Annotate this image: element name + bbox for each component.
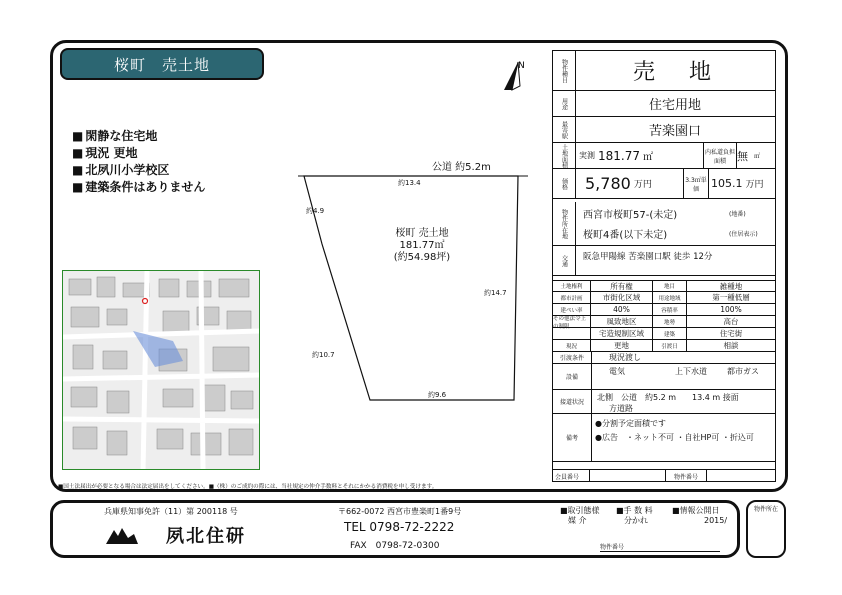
detail-row (553, 328, 775, 340)
detail-label: 容積率 (653, 304, 687, 315)
sheet-row-transport (553, 246, 775, 276)
private-road-unit: ㎡ (754, 153, 761, 160)
remark-item: ●広告 ・ネット不可 ・自社HP可 ・折込可 (595, 433, 754, 442)
publish-label: ■情報公開日 (672, 506, 720, 515)
sheet-row-remarks (553, 414, 775, 462)
property-number-label: 物件番号 (665, 470, 707, 482)
member-number-label: 会員番号 (555, 470, 590, 482)
fee-label: ■手 数 料 (616, 506, 653, 515)
detail-value: 100% (720, 305, 742, 314)
sheet-row-area (553, 143, 775, 169)
price-value: 5,780 (585, 174, 631, 193)
price-cell (585, 169, 685, 198)
road-access-label: 接道状況 (553, 390, 592, 413)
lot-info (378, 228, 466, 264)
area-value: 181.77 (598, 148, 640, 163)
type-label: 物件種目 (553, 51, 576, 90)
detail-value: 宅造規制区域 (591, 328, 653, 339)
side-top-label: 約13.4 (398, 179, 421, 187)
detail-label: 現況 (553, 340, 591, 351)
unit-price-cell (711, 169, 777, 198)
price-label: 価格 (553, 169, 576, 198)
detail-label: 建築 (653, 328, 687, 339)
use-value: 住宅用地 (648, 98, 701, 113)
address-value: 西宮市桜町57-(未定) (583, 210, 678, 221)
company-name: 夙北住研 (166, 526, 246, 547)
lot-plan (296, 152, 536, 412)
detail-row (553, 340, 775, 352)
detail-value: 雑種地 (719, 281, 743, 291)
area-unit: ㎡ (643, 152, 653, 163)
north-arrow-icon (498, 56, 528, 96)
unit-price-unit: 万円 (745, 180, 764, 190)
detail-label: 都市計画 (553, 292, 591, 303)
lot-area: 181.77㎡ (399, 240, 445, 251)
sheet-row-numbers (553, 469, 775, 482)
handover-label: 引渡条件 (553, 352, 592, 363)
page-title: 桜町 売土地 (60, 48, 264, 80)
sheet-row-type (553, 51, 775, 91)
address2-value: 桜町4番(以下未定) (583, 230, 668, 241)
lot-area-tsubo: (約54.98坪) (393, 252, 451, 263)
license-text: 兵庫県知事免許（11）第 200118 号 (104, 507, 238, 516)
area-prefix: 実測 (579, 151, 595, 160)
stamp-label: 物件所在 (753, 506, 778, 513)
facility-label: 設備 (553, 364, 592, 389)
detail-value: 高台 (723, 317, 739, 326)
facility-water: 上下水道 (675, 367, 707, 376)
address-label: 物件所在地 (553, 202, 576, 245)
feature-item: ■ 閑静な住宅地 (72, 128, 205, 145)
feature-item: ■ 北夙川小学校区 (72, 162, 205, 179)
feature-item: ■ 現況 更地 (72, 145, 205, 162)
detail-value: 所有権 (591, 281, 653, 291)
sheet-row-address (553, 202, 775, 246)
detail-value: 更地 (591, 340, 653, 351)
private-road-value: 無 (737, 149, 748, 163)
remark-item: ●分割予定面積です (595, 419, 666, 428)
unit-price-label: 3.3㎡単価 (683, 169, 709, 198)
area-label: 土地面積 (553, 143, 576, 168)
footer-property-number: 物件番号 (600, 542, 720, 552)
address2-note: (住居表示) (729, 231, 758, 238)
fee-value: 分かれ (624, 516, 648, 525)
fax-number: FAX 0798-72-0300 (350, 541, 440, 551)
detail-value: 風致地区 (591, 316, 653, 327)
detail-row (553, 280, 775, 292)
sheet-row-use (553, 91, 775, 117)
unit-price-value: 105.1 (711, 177, 743, 190)
use-label: 用途 (553, 91, 576, 116)
side-lower-left-label: 約10.7 (312, 351, 335, 359)
fee-info (616, 506, 653, 526)
road-label: 公道 約5.2m (432, 162, 491, 173)
detail-label: 地勢 (653, 316, 687, 327)
lot-name: 桜町 売土地 (395, 228, 449, 239)
price-unit: 万円 (633, 180, 652, 190)
sheet-row-facilities (553, 364, 775, 390)
station-value: 苦楽園口 (648, 124, 701, 139)
office-address: 〒662-0072 西宮市豊楽町1番9号 (338, 507, 462, 516)
detail-value: 第一種低層 (712, 293, 750, 302)
publish-value: 2015/ (704, 516, 728, 525)
detail-value: 住宅街 (719, 329, 743, 338)
feature-list (72, 128, 205, 196)
deal-value: 媒 介 (568, 516, 587, 525)
property-sheet (552, 50, 776, 482)
side-left-label: 約4.9 (306, 207, 325, 215)
north-label: N (518, 61, 525, 71)
publish-info (672, 506, 727, 526)
facility-gas: 都市ガス (727, 367, 759, 376)
tel-number: TEL 0798-72-2222 (344, 520, 455, 534)
side-bottom-label: 約9.6 (428, 391, 447, 399)
detail-label: 地目 (653, 281, 687, 291)
location-map (62, 270, 260, 470)
map-image (63, 271, 260, 470)
detail-label: 引渡日 (653, 340, 687, 351)
detail-label: 土地権利 (553, 281, 591, 291)
facility-electric: 電気 (609, 367, 625, 376)
feature-item: ■ 建築条件はありません (72, 179, 205, 196)
disclaimer-note: ■国土法届出が必要となる場合は法定届出をしてください。■（株）のご成約の際には、当社規定の仲介手数料とそれにかかる消費税を申し受けます。 (58, 484, 438, 490)
type-value: 売 地 (632, 60, 717, 85)
private-road-label: 内私道負担面積 (703, 143, 737, 168)
stamp-box (746, 500, 786, 558)
sheet-row-road (553, 390, 775, 414)
deal-info (560, 506, 600, 526)
sheet-row-handover (553, 352, 775, 364)
detail-label: 用途地域 (653, 292, 687, 303)
side-right-label: 約14.7 (484, 289, 507, 297)
handover-value: 現況渡し (609, 353, 641, 362)
detail-label: 建ぺい率 (553, 304, 591, 315)
address-note: (地番) (729, 211, 746, 218)
station-label: 最寄駅 (553, 117, 576, 142)
road-access-value: 北側 公道 約5.2 m 13.4 m 接面 (597, 393, 739, 402)
sheet-row-price (553, 169, 775, 199)
private-road-cell (737, 143, 775, 168)
detail-label (553, 328, 591, 339)
transport-value: 阪急甲陽線 苦楽園口駅 徒歩 12分 (583, 252, 713, 262)
company-logo-icon (104, 526, 140, 546)
deal-label: ■取引態様 (560, 506, 600, 515)
detail-label: その他法令上の制限 (553, 316, 591, 327)
detail-value: 40% (591, 304, 653, 315)
transport-label: 交通 (553, 246, 576, 275)
detail-value: 市街化区域 (591, 292, 653, 303)
detail-value: 相談 (723, 341, 739, 350)
detail-row (553, 316, 775, 328)
detail-row (553, 292, 775, 304)
remarks-label: 備考 (553, 414, 592, 461)
road-access-value2: 方道路 (609, 404, 633, 413)
area-cell (579, 143, 701, 168)
sheet-row-station (553, 117, 775, 143)
